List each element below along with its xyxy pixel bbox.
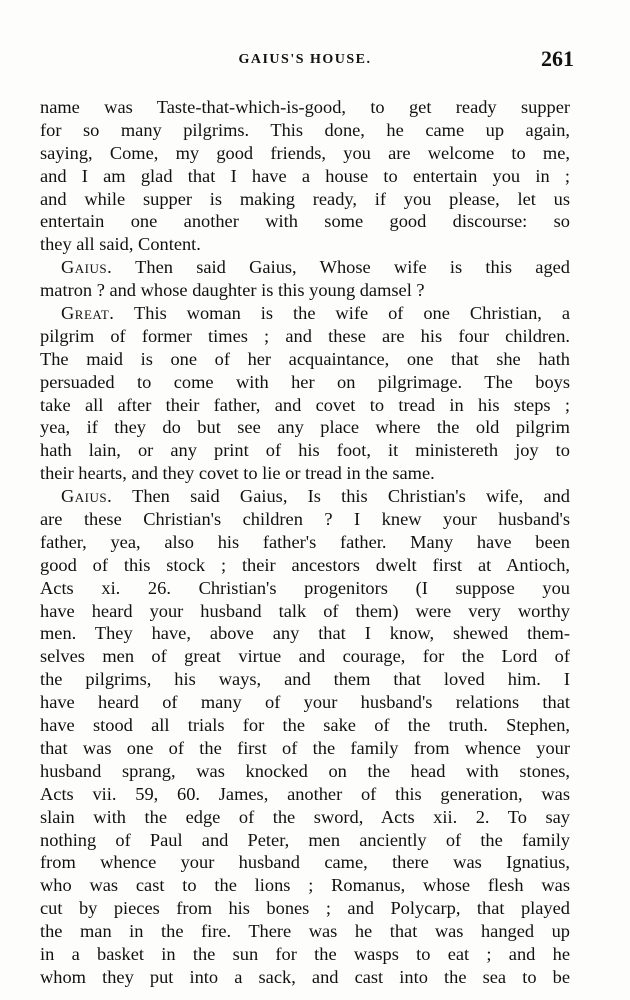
speaker-name: Gaius. <box>61 257 113 278</box>
text-line: whom they put into a sack, and cast into the sea to be <box>40 966 570 987</box>
text-line: are these Christian's children ? I knew your husband's <box>40 509 570 530</box>
text-line: name was Taste-that-which-is-good, to get ready supper <box>40 97 570 117</box>
running-head <box>40 46 574 74</box>
text-line: and I am glad that I have a house to entertain you in ; <box>40 165 570 186</box>
speaker-name: Great. <box>61 303 115 324</box>
text-line: for so many pilgrims. This done, he came up again, <box>40 119 570 140</box>
text-line: take all after their father, and covet to tread in his steps ; <box>40 394 570 415</box>
text-line: and while supper is making ready, if you please, let us <box>40 188 570 209</box>
text-line: saying, Come, my good friends, you are welcome to me, <box>40 142 570 163</box>
text-line: men. They have, above any that I know, shewed them- <box>40 623 570 644</box>
text-line: the man in the fire. There was he that was hanged up <box>40 921 570 942</box>
page-number: 261 <box>541 46 574 71</box>
dialogue-line <box>40 485 570 508</box>
text-line: that was one of the first of the family from whence your <box>40 737 570 758</box>
text-line: slain with the edge of the sword, Acts xii. 2. To say <box>40 806 570 827</box>
dialogue-line <box>40 256 570 279</box>
text-line: they all said, Content. <box>40 234 201 255</box>
text-line: the pilgrims, his ways, and them that loved him. I <box>40 669 570 690</box>
text-line: Acts vii. 59, 60. James, another of this generation, was <box>40 783 570 804</box>
text-line: Then said Gaius, Whose wife is this aged <box>135 257 570 278</box>
text-line: in a basket in the sun for the wasps to eat ; and he <box>40 943 570 964</box>
speaker-name: Gaius. <box>61 486 113 507</box>
dialogue-line <box>40 302 570 325</box>
text-line: matron ? and whose daughter is this young damsel ? <box>40 280 425 301</box>
text-line: This woman is the wife of one Christian, a <box>134 303 571 324</box>
text-line: Then said Gaius, Is this Christian's wife, and <box>132 486 570 507</box>
text-line: cut by pieces from his bones ; and Polycarp, that played <box>40 898 570 919</box>
text-line: pilgrim of former times ; and these are his four children. <box>40 325 570 346</box>
text-line: hath lain, or any print of his foot, it ministereth joy to <box>40 440 570 461</box>
text-line: have stood all trials for the sake of the truth. Stephen, <box>40 715 570 736</box>
text-line: The maid is one of her acquaintance, one that she hath <box>40 348 570 369</box>
text-line: have heard your husband talk of them) were very worthy <box>40 600 570 621</box>
text-line: husband sprang, was knocked on the head with stones, <box>40 760 570 781</box>
text-line: nothing of Paul and Peter, men anciently of the family <box>40 829 570 850</box>
text-line: who was cast to the lions ; Romanus, whose flesh was <box>40 875 570 896</box>
text-line: selves men of great virtue and courage, for the Lord of <box>40 646 570 667</box>
text-line: have heard of many of your husband's relations that <box>40 692 570 713</box>
body-text <box>40 96 570 989</box>
text-line: from whence your husband came, there was Ignatius, <box>40 852 570 873</box>
running-title: GAIUS'S HOUSE. <box>238 52 372 67</box>
text-line: persuaded to come with her on pilgrimage. The boys <box>40 371 570 392</box>
text-line: yea, if they do but see any place where the old pilgrim <box>40 417 570 438</box>
text-line: their hearts, and they covet to lie or tread in the same. <box>40 463 435 484</box>
text-line: entertain one another with some good discourse: so <box>40 211 570 232</box>
text-line: father, yea, also his father's father. Many have been <box>40 531 570 552</box>
text-line: Acts xi. 26. Christian's progenitors (I suppose you <box>40 577 570 598</box>
text-line: good of this stock ; their ancestors dwelt first at Antioch, <box>40 554 570 575</box>
